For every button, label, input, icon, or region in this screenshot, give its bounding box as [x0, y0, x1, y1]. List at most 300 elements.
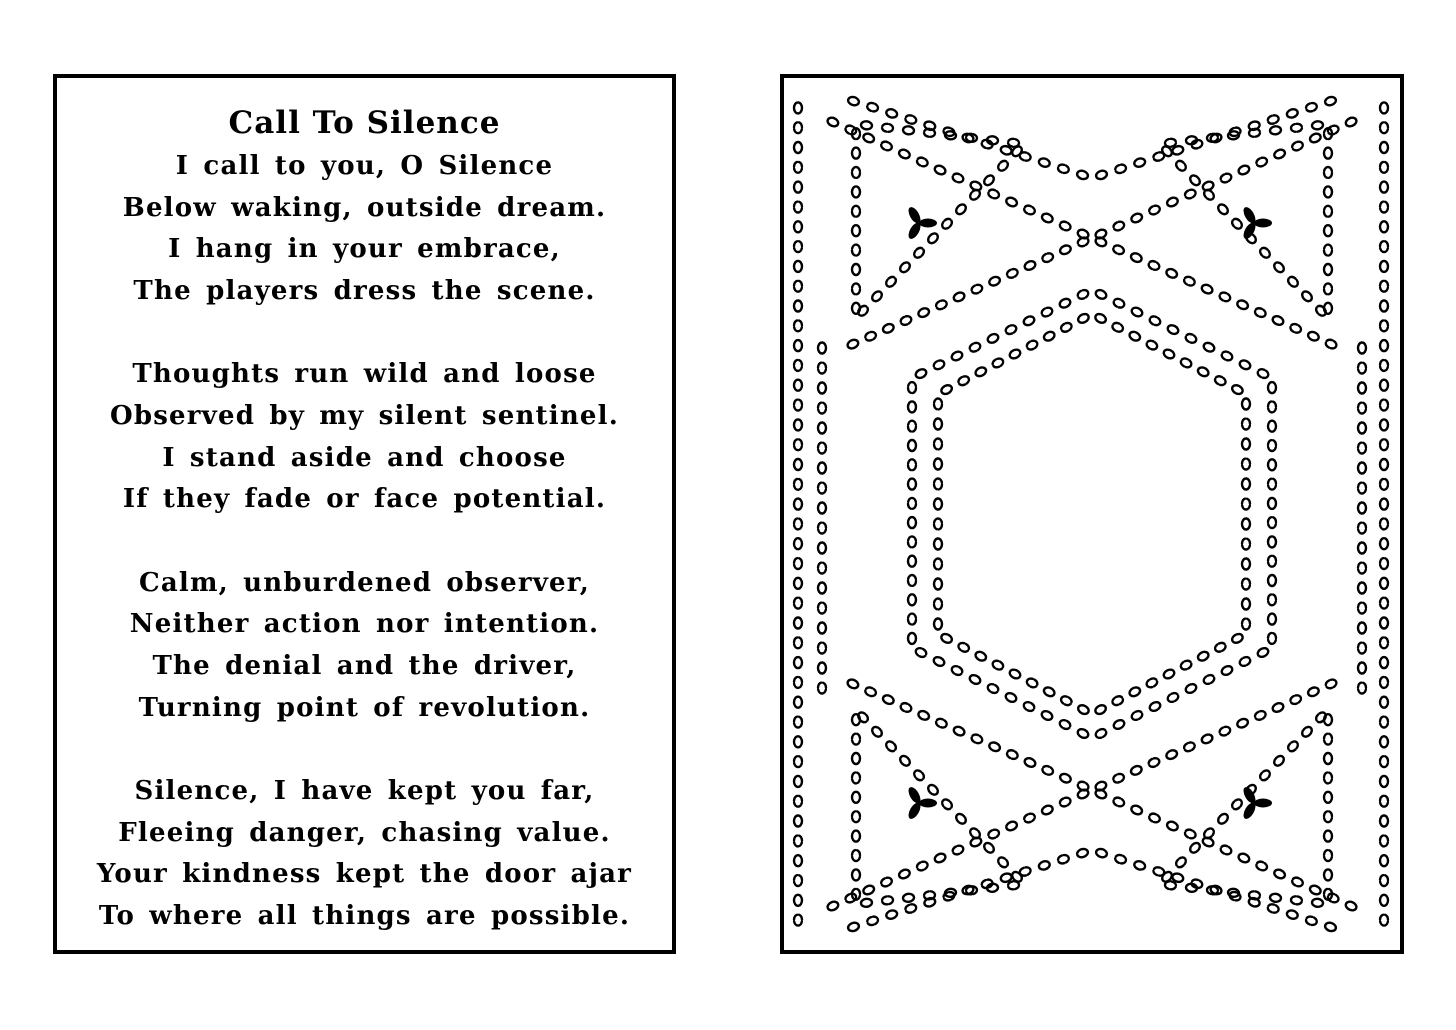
hexagon-outer-chain: [914, 368, 927, 380]
bottom-arc-chain: [1286, 909, 1299, 920]
triangle-top-right: [1324, 206, 1332, 217]
lower-wave-chain: [1112, 772, 1125, 784]
border-chain-right-inner: [1358, 663, 1366, 674]
hexagon-inner-chain: [1060, 321, 1073, 333]
upper-wave-chain: [988, 275, 1001, 287]
border-chain-left-inner: [818, 343, 826, 354]
border-chain-left-inner: [818, 643, 826, 654]
triangle-top-left: [954, 203, 967, 216]
lower-wave-chain: [899, 702, 912, 714]
top-arc-chain: [866, 102, 879, 113]
border-chain-right: [1380, 102, 1388, 113]
upper-wave-chain: [1271, 315, 1284, 327]
hexagon-inner-chain: [934, 519, 942, 530]
top-arc-chain-2: [1344, 116, 1357, 128]
top-arc-chain: [1267, 114, 1280, 125]
bottom-arc-chain: [1095, 848, 1108, 859]
triangle-bottom-left: [954, 812, 967, 825]
bottom-arc-chain-2: [1327, 892, 1340, 904]
border-chain-right: [1380, 697, 1388, 708]
top-arc-chain-2: [916, 156, 929, 168]
hexagon-outer-chain: [1094, 727, 1107, 739]
hexagon-inner-chain: [934, 399, 942, 410]
border-chain-left-inner: [818, 363, 826, 374]
lower-wave-chain: [988, 741, 1001, 753]
border-chain-left: [794, 518, 802, 529]
lower-wave-chain: [1324, 678, 1337, 690]
hexagon-inner-chain: [1111, 695, 1124, 707]
triangle-top-left: [982, 174, 995, 187]
triangle-bottom-right: [1258, 769, 1271, 782]
border-chain-left: [794, 558, 802, 569]
top-arc-chain: [847, 96, 860, 107]
hexagon-outer-chain: [1130, 709, 1143, 721]
hexagon-outer-chain: [1268, 556, 1276, 567]
upper-wave-chain: [1059, 244, 1072, 256]
hexagon-outer-chain: [1238, 655, 1251, 667]
lower-wave-chain: [1271, 702, 1284, 714]
hexagon-inner-chain: [1242, 499, 1250, 510]
border-chain-right: [1380, 340, 1388, 351]
upper-wave-chain: [1094, 236, 1107, 248]
border-chain-left: [794, 479, 802, 490]
hexagon-outer-chain: [908, 498, 916, 509]
bottom-arc-chain-2: [898, 868, 911, 880]
hexagon-inner-chain: [1196, 366, 1209, 378]
top-arc-chain: [1324, 96, 1337, 107]
border-chain-left: [794, 736, 802, 747]
border-chain-right: [1380, 657, 1388, 668]
hexagon-outer-chain: [908, 536, 916, 547]
triangle-top-left: [852, 167, 860, 178]
triangle-top-left: [852, 245, 860, 256]
bottom-arc-chain-2: [1166, 820, 1179, 832]
hexagon-outer-chain: [1094, 288, 1107, 300]
triangle-bottom-right: [1324, 753, 1332, 764]
triangle-top-left: [924, 128, 936, 137]
triangle-top-left: [996, 159, 1009, 172]
upper-wave-chain: [935, 299, 948, 311]
border-chain-left-inner: [818, 483, 826, 494]
triangle-top-right: [1324, 225, 1332, 236]
hexagon-inner-chain: [1242, 539, 1250, 550]
upper-wave-chain: [1289, 323, 1302, 335]
border-chain-left: [794, 875, 802, 886]
triangle-bottom-right: [1324, 714, 1332, 725]
bottom-arc-chain-2: [1023, 812, 1036, 824]
border-chain-left: [794, 835, 802, 846]
hexagon-outer-chain: [1268, 614, 1276, 625]
triangle-top-left: [966, 133, 978, 142]
lower-wave-chain: [917, 710, 930, 722]
hexagon-inner-chain: [957, 641, 970, 653]
lower-wave-chain: [1076, 780, 1089, 792]
hexagon-inner-chain: [1145, 677, 1158, 689]
hexagon-outer-chain: [914, 646, 927, 658]
hexagon-inner-chain: [934, 619, 942, 630]
border-chain-left: [794, 796, 802, 807]
lower-wave-chain: [1147, 757, 1160, 769]
knot-bottom-right-icon: [1254, 799, 1272, 808]
bottom-arc-chain-2: [1219, 844, 1232, 856]
poem-line: Silence, I have kept you far,: [134, 776, 595, 807]
bottom-arc-chain-2: [1059, 796, 1072, 808]
lower-wave-chain: [1059, 772, 1072, 784]
poem-line: I call to you, O Silence: [175, 151, 554, 181]
border-chain-right: [1380, 538, 1388, 549]
triangle-bottom-right: [1270, 893, 1282, 902]
triangle-bottom-left: [852, 772, 860, 783]
bottom-arc-chain-2: [1041, 804, 1054, 816]
top-arc-chain-2: [1041, 212, 1054, 224]
upper-wave-chain: [1324, 338, 1337, 350]
top-arc-chain-2: [1291, 140, 1304, 152]
border-chain-right-inner: [1358, 423, 1366, 434]
triangle-top-left: [852, 148, 860, 159]
border-chain-right: [1380, 122, 1388, 133]
border-chain-right-inner: [1358, 583, 1366, 594]
triangle-top-right: [1270, 126, 1282, 135]
triangle-top-right: [1324, 264, 1332, 275]
hexagon-inner-chain: [1128, 686, 1141, 698]
hexagon-outer-chain: [932, 359, 945, 371]
border-chain-left-inner: [818, 463, 826, 474]
bottom-arc-chain: [1038, 860, 1051, 871]
triangle-top-right: [1324, 148, 1332, 159]
poem-line: The denial and the driver,: [152, 650, 577, 681]
bottom-arc-chain-2: [1255, 860, 1268, 872]
border-chain-right-inner: [1358, 403, 1366, 414]
border-chain-left-inner: [818, 563, 826, 574]
hexagon-inner-chain: [934, 439, 942, 450]
hexagon-outer-chain: [1268, 479, 1276, 490]
hexagon-inner-chain: [934, 579, 942, 590]
border-chain-left-inner: [818, 423, 826, 434]
border-chain-right: [1380, 499, 1388, 510]
hexagon-outer-chain: [1268, 594, 1276, 605]
hexagon-inner-chain: [1242, 439, 1250, 450]
upper-wave-chain: [952, 291, 965, 303]
poem-line: The players dress the scene.: [133, 275, 596, 306]
border-chain-left-inner: [818, 503, 826, 514]
hexagon-inner-chain: [957, 375, 970, 387]
lower-wave-chain: [1254, 710, 1267, 722]
triangle-bottom-left: [852, 869, 860, 880]
triangle-bottom-left: [870, 725, 883, 738]
upper-wave-chain: [1183, 275, 1196, 287]
hexagon-inner-chain: [1145, 339, 1158, 351]
border-chain-left: [794, 578, 802, 589]
triangle-top-right: [1272, 261, 1285, 274]
triangle-top-right: [1314, 304, 1327, 317]
hexagon-inner-chain: [1094, 704, 1107, 716]
top-arc-chain: [1057, 163, 1070, 174]
triangle-top-left: [926, 232, 939, 245]
top-arc-chain-2: [1166, 196, 1179, 208]
border-chain-right: [1380, 915, 1388, 926]
border-chain-right: [1380, 637, 1388, 648]
hexagon-inner-chain: [1060, 695, 1073, 707]
hexagon-inner-chain: [1242, 619, 1250, 630]
knot-bottom-left-icon: [919, 799, 937, 808]
triangle-top-right: [1174, 159, 1187, 172]
top-arc-chain-2: [987, 188, 1000, 200]
border-chain-right-inner: [1358, 363, 1366, 374]
bottom-arc-chain-2: [826, 900, 839, 912]
triangle-top-left: [852, 186, 860, 197]
border-chain-left: [794, 816, 802, 827]
hexagon-outer-chain: [908, 614, 916, 625]
triangle-bottom-right: [1291, 896, 1303, 905]
border-chain-left: [794, 142, 802, 153]
border-chain-left: [794, 380, 802, 391]
border-chain-left: [794, 677, 802, 688]
triangle-top-right: [1258, 246, 1271, 259]
bottom-arc-chain: [904, 903, 917, 914]
bottom-arc-chain: [885, 909, 898, 920]
border-chain-left: [794, 419, 802, 430]
hexagon-inner-chain: [1231, 384, 1244, 396]
border-chain-right: [1380, 162, 1388, 173]
top-arc-chain-2: [951, 172, 964, 184]
triangle-bottom-right: [1249, 891, 1261, 900]
hexagon-outer-chain: [1166, 691, 1179, 703]
hexagon-outer-chain: [1130, 306, 1143, 318]
hexagon-inner-chain: [1111, 321, 1124, 333]
border-chain-left-inner: [818, 683, 826, 694]
border-chain-left: [794, 499, 802, 510]
upper-wave-chain: [1076, 236, 1089, 248]
triangle-bottom-right: [1324, 734, 1332, 745]
hexagon-outer-chain: [908, 575, 916, 586]
hexagon-inner-chain: [1094, 312, 1107, 324]
lower-wave-chain: [1289, 694, 1302, 706]
upper-wave-chain: [1236, 299, 1249, 311]
hexagon-outer-chain: [968, 673, 981, 685]
border-chain-left-inner: [818, 543, 826, 554]
border-chain-left: [794, 221, 802, 232]
hexagon-inner-chain: [934, 599, 942, 610]
bottom-arc-chain: [1305, 915, 1318, 926]
top-arc-chain-2: [844, 124, 857, 136]
triangle-top-left: [852, 225, 860, 236]
triangle-bottom-right: [1324, 831, 1332, 842]
poem-line: If they fade or face potential.: [122, 484, 607, 515]
hexagon-outer-chain: [1238, 359, 1251, 371]
poem-line: Thoughts run wild and loose: [132, 359, 597, 390]
border-chain-left-inner: [818, 403, 826, 414]
triangle-bottom-right: [1324, 850, 1332, 861]
border-chain-left-inner: [818, 383, 826, 394]
hexagon-inner-chain: [1162, 668, 1175, 680]
triangle-bottom-right: [1230, 798, 1243, 811]
triangle-top-left: [912, 246, 925, 259]
lower-wave-chain: [846, 678, 859, 690]
border-chain-left: [794, 340, 802, 351]
upper-wave-chain: [882, 323, 895, 335]
border-chain-left: [794, 538, 802, 549]
triangle-bottom-left: [982, 841, 995, 854]
knot-top-left-icon: [919, 219, 937, 228]
hexagon-outer-chain: [1220, 350, 1233, 362]
hexagon-inner-chain: [1231, 632, 1244, 644]
bottom-arc-chain-2: [844, 892, 857, 904]
border-chain-right-inner: [1358, 523, 1366, 534]
hexagon-inner-chain: [934, 419, 942, 430]
bottom-arc-chain-2: [933, 852, 946, 864]
triangle-bottom-right: [1312, 898, 1324, 907]
lower-wave-chain: [1307, 686, 1320, 698]
triangle-bottom-left: [852, 811, 860, 822]
border-chain-right-inner: [1358, 683, 1366, 694]
upper-wave-chain: [1130, 252, 1143, 264]
border-chain-right: [1380, 618, 1388, 629]
top-arc-chain: [1286, 108, 1299, 119]
bottom-arc-chain-2: [1309, 884, 1322, 896]
triangle-top-right: [1312, 121, 1324, 130]
hexagon-outer-chain: [986, 682, 999, 694]
lower-wave-chain: [1218, 725, 1231, 737]
triangle-top-left: [903, 126, 915, 135]
hexagon-outer-chain: [1022, 700, 1035, 712]
top-arc-chain-2: [1309, 132, 1322, 144]
poem-line: Neither action nor intention.: [129, 609, 600, 640]
border-chain-right: [1380, 816, 1388, 827]
lower-wave-chain: [1023, 757, 1036, 769]
upper-wave-chain: [1200, 283, 1213, 295]
border-chain-right: [1380, 400, 1388, 411]
border-chain-left: [794, 320, 802, 331]
hexagon-outer-chain: [1076, 288, 1089, 300]
hexagon-outer-chain: [908, 382, 916, 393]
top-arc-chain-2: [1130, 212, 1143, 224]
triangle-bottom-left: [861, 898, 873, 907]
border-chain-right-inner: [1358, 483, 1366, 494]
hexagon-outer-chain: [1040, 709, 1053, 721]
poem-title: Call To Silence: [228, 105, 501, 141]
poem-line: Your kindness kept the door ajar: [96, 859, 633, 890]
border-chain-right-inner: [1358, 343, 1366, 354]
border-chain-left-inner: [818, 603, 826, 614]
hexagon-inner-chain: [1008, 348, 1021, 360]
border-chain-right: [1380, 261, 1388, 272]
border-chain-right-inner: [1358, 503, 1366, 514]
border-chain-left: [794, 657, 802, 668]
hexagon-outer-chain: [908, 594, 916, 605]
hexagon-inner-chain: [1042, 330, 1055, 342]
hexagon-outer-chain: [1148, 700, 1161, 712]
triangle-top-right: [1300, 290, 1313, 303]
hexagon-outer-chain: [1268, 421, 1276, 432]
bottom-arc-chain: [1324, 921, 1337, 932]
upper-wave-chain: [846, 338, 859, 350]
triangle-bottom-right: [1207, 886, 1219, 895]
border-chain-right: [1380, 855, 1388, 866]
triangle-top-left: [852, 206, 860, 217]
top-arc-chain: [1305, 102, 1318, 113]
border-chain-left: [794, 182, 802, 193]
lower-wave-chain: [935, 717, 948, 729]
border-chain-right: [1380, 301, 1388, 312]
border-chain-right: [1380, 380, 1388, 391]
border-chain-right: [1380, 419, 1388, 430]
border-chain-right: [1380, 776, 1388, 787]
hexagon-outer-chain: [932, 655, 945, 667]
hexagon-inner-chain: [1128, 330, 1141, 342]
upper-wave-chain: [1254, 307, 1267, 319]
border-chain-right-inner: [1358, 543, 1366, 554]
lower-wave-chain: [1130, 765, 1143, 777]
hexagon-outer-chain: [908, 421, 916, 432]
lower-wave-chain: [952, 725, 965, 737]
hexagon-outer-chain: [908, 633, 916, 644]
border-chain-left: [794, 637, 802, 648]
triangle-bottom-right: [1324, 792, 1332, 803]
top-arc-chain-2: [826, 116, 839, 128]
bottom-arc-chain: [1267, 903, 1280, 914]
triangle-bottom-right: [1300, 725, 1313, 738]
hexagon-outer-chain: [1268, 536, 1276, 547]
poem-line: Below waking, outside dream.: [122, 192, 607, 223]
triangle-bottom-left: [926, 783, 939, 796]
hexagon-outer-chain: [908, 401, 916, 412]
border-chain-right: [1380, 320, 1388, 331]
triangle-top-left: [882, 123, 894, 132]
triangle-top-left: [898, 261, 911, 274]
top-arc-chain-2: [1219, 172, 1232, 184]
border-chain-right: [1380, 796, 1388, 807]
triangle-top-left: [884, 275, 897, 288]
upper-wave-chain: [1147, 260, 1160, 272]
bottom-arc-chain: [847, 921, 860, 932]
border-chain-left-inner: [818, 523, 826, 534]
poem: [57, 100, 672, 938]
triangle-top-right: [1324, 186, 1332, 197]
border-chain-right: [1380, 479, 1388, 490]
border-chain-left: [794, 895, 802, 906]
triangle-bottom-left: [882, 896, 894, 905]
border-chain-left: [794, 241, 802, 252]
border-chain-left: [794, 756, 802, 767]
bottom-arc-chain-2: [1273, 868, 1286, 880]
triangle-top-right: [1324, 167, 1332, 178]
bottom-arc-chain: [1114, 854, 1127, 865]
hexagon-outer-chain: [1004, 324, 1017, 336]
triangle-bottom-left: [852, 831, 860, 842]
hexagon-inner-chain: [940, 632, 953, 644]
triangle-top-right: [1230, 217, 1243, 230]
border-chain-left: [794, 301, 802, 312]
stanza-4: [57, 771, 672, 937]
hexagon-inner-chain: [1008, 668, 1021, 680]
border-chain-right: [1380, 142, 1388, 153]
border-chain-left: [794, 598, 802, 609]
bottom-arc-chain-2: [1148, 812, 1161, 824]
bottom-arc-chain: [1057, 854, 1070, 865]
border-chain-right: [1380, 241, 1388, 252]
hexagon-inner-chain: [1242, 559, 1250, 570]
ornament-card: [780, 74, 1404, 954]
border-chain-left: [794, 618, 802, 629]
triangle-bottom-left: [912, 769, 925, 782]
upper-wave-chain: [1023, 260, 1036, 272]
bottom-arc-chain-2: [862, 884, 875, 896]
hexagon-outer-chain: [1268, 517, 1276, 528]
poem-card: [53, 74, 676, 954]
hexagon-inner-chain: [1179, 357, 1192, 369]
hexagon-inner-chain: [934, 539, 942, 550]
border-chain-left: [794, 162, 802, 173]
